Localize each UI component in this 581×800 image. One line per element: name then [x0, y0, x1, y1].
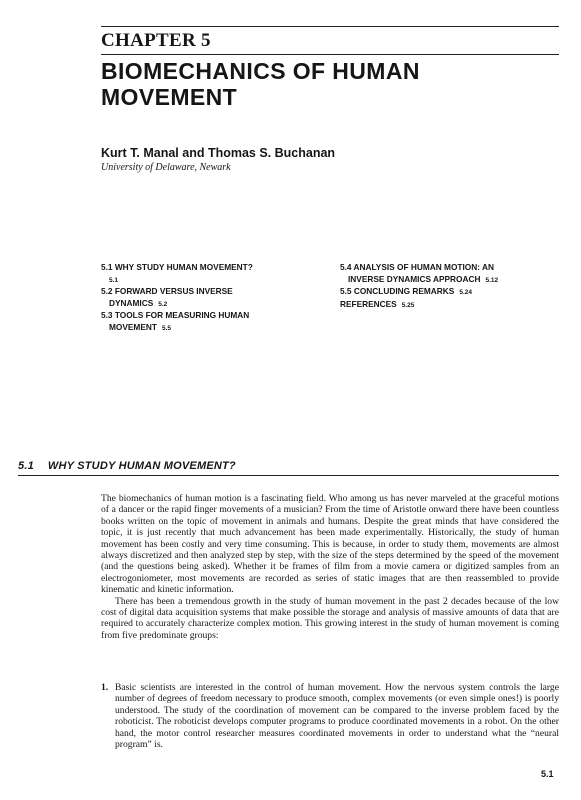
- toc-page-number: 5.25: [401, 301, 415, 309]
- list-item-number: 1.: [101, 682, 109, 693]
- toc-entry-label-continued: MOVEMENT: [109, 321, 157, 332]
- chapter-title-line-1: BIOMECHANICS OF HUMAN: [101, 58, 420, 84]
- toc-entry[interactable]: [340, 262, 560, 274]
- chapter-title: [101, 58, 420, 110]
- toc-page-number: 5.2: [158, 300, 168, 308]
- toc-entry[interactable]: [101, 262, 311, 274]
- section-number: 5.1: [18, 460, 34, 472]
- toc-entry[interactable]: [340, 286, 560, 299]
- section-title: WHY STUDY HUMAN MOVEMENT?: [47, 460, 236, 472]
- paragraph: The biomechanics of human motion is a fascinating field. Who among us has never marveled at the graceful motions of a dancer or the rapid finger movements of a musician? From the time of Aristotle onward there have been countless books written on the topic of movement in animals and humans. Despite the great minds that have considered the topic, it is just recently that much advancement has been made experimentally. Historically, the study of human movement has been costly and very time consuming. This is because, in order to study them, movements are almost always discretized and then analyzed step by step, with the size of the steps determined by the speed of the movement (and the questions being asked). Whether it be frames of film from a movie camera or digitized samples from an electrogoniometer, most movements are recorded as series of static images that are then reassembled to provide kinematic and kinetic information.: [101, 493, 559, 596]
- list-item-text: Basic scientists are interested in the control of human movement. How the nervous system controls the large number of degrees of freedom necessary to produce smooth, complex movements (or even simple ones!) is poorly understood. The study of the coordination of movement can be compared to the inverse problem faced by the roboticist. The roboticist develops computer programs to produce coordinated movements in a robot. On the other hand, the motor control researcher measures coordinated movements in order to understand what the “neural program” is.: [115, 682, 559, 751]
- chapter-title-line-2: MOVEMENT: [101, 84, 238, 110]
- affiliation: University of Delaware, Newark: [101, 162, 231, 173]
- section-heading-rule: [18, 475, 559, 476]
- authors: Kurt T. Manal and Thomas S. Buchanan: [101, 146, 336, 160]
- chapter-top-rule: [101, 26, 559, 27]
- toc-entry-label: 5.5 CONCLUDING REMARKS: [340, 286, 455, 296]
- toc-entry[interactable]: [101, 286, 311, 298]
- section-body: [101, 493, 559, 641]
- toc-entry-page: [101, 274, 311, 287]
- chapter-title-rule: [101, 54, 559, 55]
- toc-entry-continued: [340, 274, 560, 287]
- toc-entry-label: 5.3 TOOLS FOR MEASURING HUMAN: [101, 310, 250, 320]
- toc-entry-continued: [101, 322, 311, 335]
- list-item: [101, 682, 559, 750]
- toc-page-number: 5.12: [485, 276, 499, 284]
- table-of-contents-right: [340, 262, 560, 311]
- toc-entry-label: 5.1 WHY STUDY HUMAN MOVEMENT?: [101, 262, 253, 272]
- table-of-contents-left: [101, 262, 311, 334]
- toc-entry-label: 5.2 FORWARD VERSUS INVERSE: [101, 286, 233, 296]
- toc-page-number: 5.1: [109, 276, 119, 284]
- paragraph: There has been a tremendous growth in the study of human movement in the past 2 decades because of the low cost of digital data acquisition systems that make possible the storage and analysis of massive amounts of data that are required to accurately characterize complex motion. This growing interest in the study of human movement is coming from five predominate groups:: [101, 595, 559, 641]
- toc-entry[interactable]: [340, 299, 560, 312]
- chapter-label: CHAPTER 5: [101, 30, 211, 51]
- section-heading: [18, 460, 236, 472]
- toc-entry-label-continued: INVERSE DYNAMICS APPROACH: [348, 273, 481, 284]
- toc-entry-continued: [101, 298, 311, 311]
- page-number: 5.1: [541, 769, 554, 779]
- toc-entry[interactable]: [101, 310, 311, 322]
- toc-entry-label: REFERENCES: [340, 298, 397, 309]
- toc-entry-label-continued: DYNAMICS: [109, 297, 154, 308]
- toc-page-number: 5.24: [459, 289, 472, 296]
- toc-entry-label: 5.4 ANALYSIS OF HUMAN MOTION: AN: [340, 262, 494, 272]
- numbered-list: [101, 682, 559, 750]
- toc-page-number: 5.5: [161, 324, 171, 332]
